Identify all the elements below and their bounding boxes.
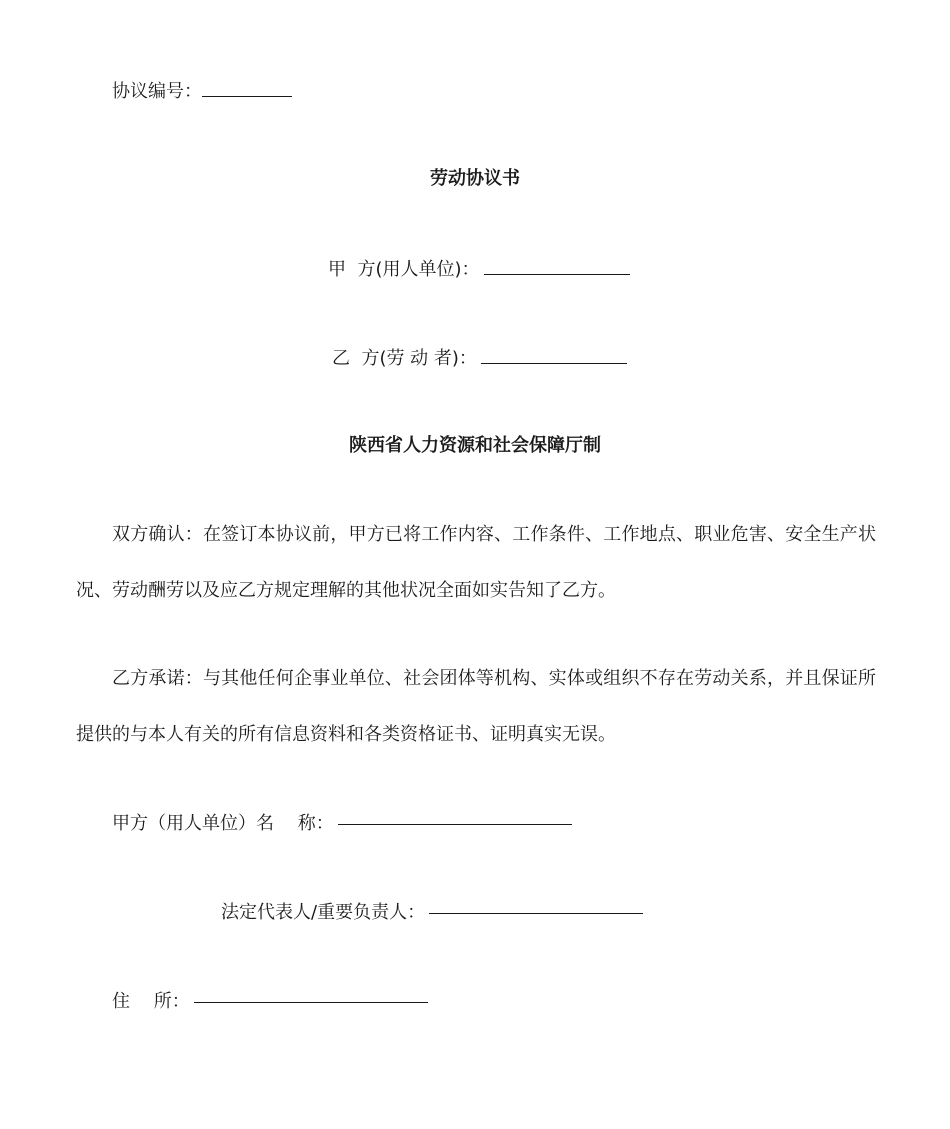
party-a-name-label: 甲方（用人单位）名 称：: [112, 813, 334, 834]
party-a-name-line[interactable]: [338, 824, 572, 825]
party-b-header-label: 乙 方(劳 动 者)：: [332, 348, 477, 369]
agreement-number-row: [112, 78, 292, 104]
address-label: 住 所：: [112, 991, 190, 1012]
agreement-number-label: 协议编号：: [112, 81, 202, 102]
legal-rep-label: 法定代表人/重要负责人：: [221, 902, 426, 923]
address-row: [112, 990, 428, 1014]
document-title: 劳动协议书: [430, 168, 520, 189]
address-line[interactable]: [194, 1002, 428, 1003]
party-b-header-row: [332, 345, 627, 371]
promise-paragraph: 乙方承诺：与其他任何企事业单位、社会团体等机构、实体或组织不存在劳动关系，并且保证所提供的与本人有关的所有信息资料和各类资格证书、证明真实无误。: [76, 668, 876, 745]
party-a-name-row: [112, 812, 572, 836]
issuer-line: 陕西省人力资源和社会保障厅制: [349, 435, 601, 456]
party-a-header-blank[interactable]: [484, 256, 630, 275]
party-a-header-row: [328, 256, 630, 282]
confirmation-paragraph: 双方确认：在签订本协议前，甲方已将工作内容、工作条件、工作地点、职业危害、安全生产状况、劳动酬劳以及应乙方规定理解的其他状况全面如实告知了乙方。: [76, 524, 876, 601]
legal-rep-row: [221, 901, 643, 925]
legal-rep-line[interactable]: [429, 913, 643, 914]
agreement-number-blank[interactable]: [202, 78, 292, 97]
party-b-header-blank[interactable]: [481, 345, 627, 364]
party-a-header-label: 甲 方(用人单位)：: [328, 259, 480, 280]
